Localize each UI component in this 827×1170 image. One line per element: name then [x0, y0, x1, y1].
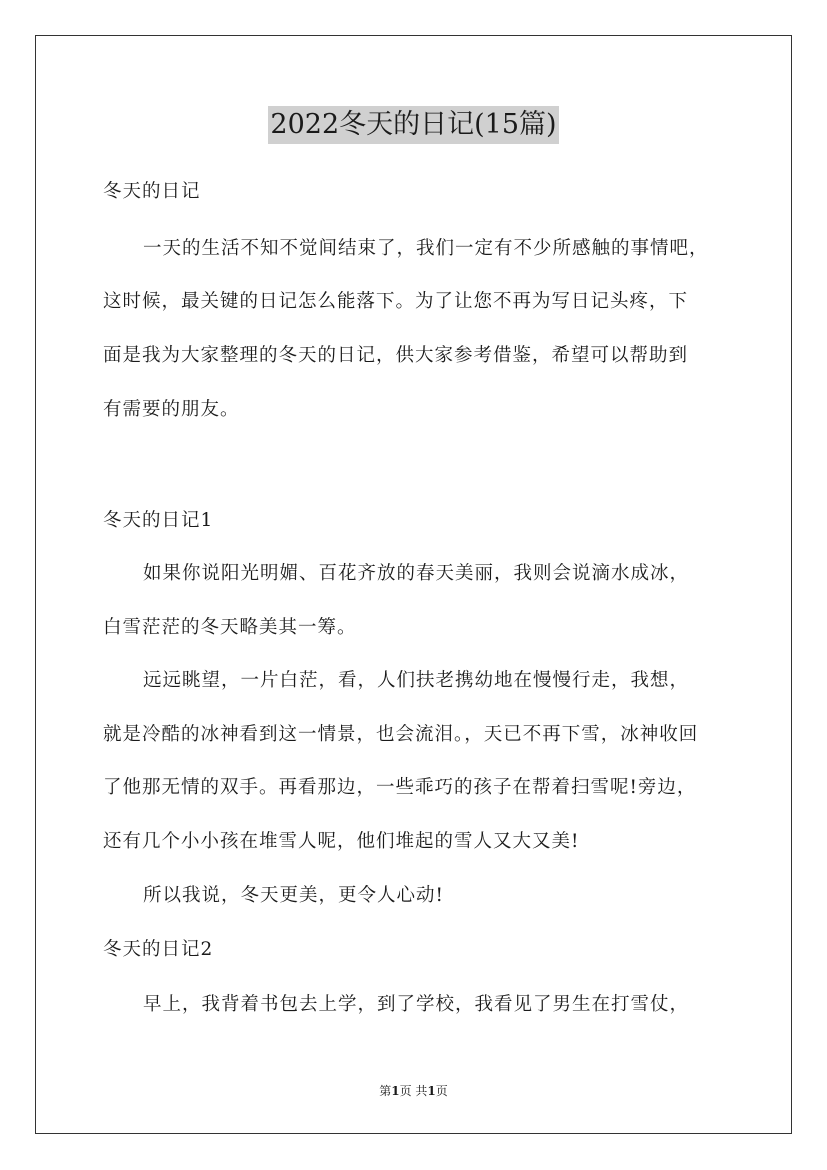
- entry1-p2-line-4: 还有几个小小孩在堆雪人呢，他们堆起的雪人又大又美!: [103, 831, 580, 852]
- entry1-p2-line-3: 了他那无情的双手。再看那边，一些乖巧的孩子在帮着扫雪呢!旁边，: [103, 777, 697, 798]
- page-footer: [0, 1082, 827, 1100]
- entry1-p3: 所以我说，冬天更美，更令人心动!: [143, 885, 444, 906]
- entry1-p1-line-1: 如果你说阳光明媚、百花齐放的春天美丽，我则会说滴水成冰，: [143, 563, 690, 584]
- intro-line-3: 面是我为大家整理的冬天的日记，供大家参考借鉴，希望可以帮助到: [103, 345, 689, 366]
- footer-suffix: 页: [435, 1084, 448, 1098]
- entry1-heading: 冬天的日记1: [103, 510, 214, 531]
- intro-line-4: 有需要的朋友。: [103, 399, 240, 420]
- intro-line-2: 这时候，最关键的日记怎么能落下。为了让您不再为写日记头疼，下: [103, 291, 689, 312]
- entry1-p2-line-1: 远远眺望，一片白茫，看，人们扶老携幼地在慢慢行走，我想，: [143, 670, 690, 691]
- document-title: [0, 103, 827, 144]
- intro-heading: 冬天的日记: [103, 181, 201, 202]
- intro-line-1: 一天的生活不知不觉间结束了，我们一定有不少所感触的事情吧，: [143, 238, 709, 259]
- entry2-heading: 冬天的日记2: [103, 939, 214, 960]
- entry2-p1-line-1: 早上，我背着书包去上学，到了学校，我看见了男生在打雪仗，: [143, 994, 690, 1015]
- footer-page-number: 1: [391, 1084, 400, 1098]
- footer-page-total: 1: [427, 1084, 436, 1098]
- footer-prefix: 第: [379, 1084, 392, 1098]
- entry1-p1-line-2: 白雪茫茫的冬天略美其一筹。: [103, 617, 357, 638]
- entry1-p2-line-2: 就是冷酷的冰神看到这一情景，也会流泪。，天已不再下雪，冰神收回: [103, 724, 699, 745]
- footer-mid: 页 共: [399, 1084, 428, 1098]
- document-title-text: 2022冬天的日记(15篇): [268, 106, 558, 144]
